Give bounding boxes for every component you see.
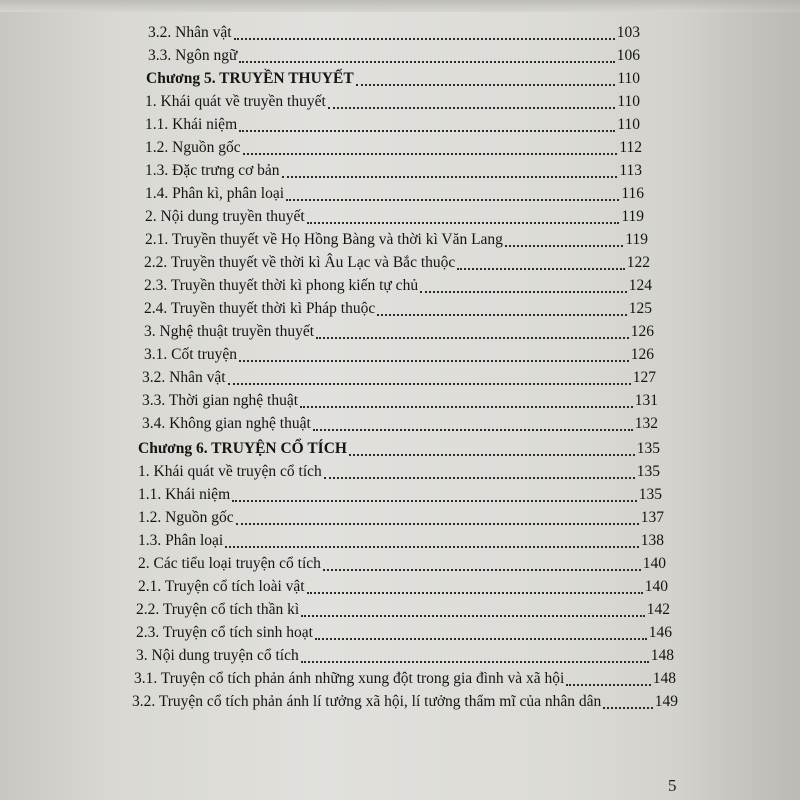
toc-row bbox=[136, 624, 672, 646]
toc-entry-label: 3.4. Không gian nghệ thuật bbox=[142, 415, 311, 432]
toc-leader-dots bbox=[300, 406, 633, 408]
toc-leader-dots bbox=[301, 661, 649, 663]
toc-chapter-row bbox=[146, 70, 640, 92]
toc-leader-dots bbox=[323, 569, 641, 571]
toc-entry-page: 127 bbox=[632, 369, 656, 386]
toc-entry-page: 106 bbox=[616, 47, 640, 64]
toc-entry-label: 1.1. Khái niệm bbox=[145, 116, 238, 133]
toc-leader-dots bbox=[286, 199, 619, 201]
toc-row bbox=[144, 277, 652, 299]
toc-entry-page: 135 bbox=[636, 440, 660, 457]
toc-entry-label: Chương 5. TRUYỀN THUYẾT bbox=[146, 70, 354, 87]
toc-entry-label: 2. Nội dung truyền thuyết bbox=[145, 208, 305, 225]
toc-row bbox=[138, 578, 668, 600]
toc-entry-label: 3. Nghệ thuật truyền thuyết bbox=[144, 323, 315, 340]
toc-leader-dots bbox=[236, 523, 639, 525]
toc-leader-dots bbox=[328, 107, 615, 109]
toc-entry-page: 146 bbox=[648, 624, 672, 641]
toc-leader-dots bbox=[282, 176, 617, 178]
toc-entry-label: 3.2. Nhân vật bbox=[142, 369, 226, 386]
toc-entry-label: 1.4. Phân kì, phân loại bbox=[145, 185, 285, 202]
toc-leader-dots bbox=[315, 638, 647, 640]
toc-entry-page: 140 bbox=[642, 555, 666, 572]
page-number: 5 bbox=[668, 776, 677, 795]
toc-entry-label: 3.2. Nhân vật bbox=[148, 24, 232, 41]
toc-chapter-row bbox=[138, 440, 660, 462]
toc-entry-label: 3.3. Thời gian nghệ thuật bbox=[142, 392, 298, 409]
toc-entry-label: 1.2. Nguồn gốc bbox=[145, 139, 241, 156]
toc-leader-dots bbox=[239, 61, 615, 63]
toc-row bbox=[145, 116, 640, 138]
toc-entry-page: 119 bbox=[625, 231, 648, 248]
toc-entry-label: 2.3. Truyền thuyết thời kì phong kiến tự chủ bbox=[144, 277, 419, 294]
toc-leader-dots bbox=[603, 707, 653, 709]
toc-leader-dots bbox=[377, 314, 627, 316]
toc-row bbox=[148, 47, 640, 69]
toc-entry-page: 103 bbox=[616, 24, 640, 41]
toc-entry-label: 2.3. Truyện cổ tích sinh hoạt bbox=[136, 624, 313, 641]
toc-row bbox=[144, 254, 650, 276]
toc-row bbox=[134, 670, 676, 692]
toc-entry-label: Chương 6. TRUYỆN CỔ TÍCH bbox=[138, 440, 347, 457]
toc-row bbox=[138, 486, 662, 508]
toc-leader-dots bbox=[228, 383, 631, 385]
toc-entry-label: 2.2. Truyện cổ tích thần kì bbox=[136, 601, 300, 618]
toc-entry-page: 148 bbox=[650, 647, 674, 664]
toc-entry-label: 1.3. Phân loại bbox=[138, 532, 224, 549]
toc-leader-dots bbox=[349, 454, 635, 456]
toc-entry-page: 124 bbox=[628, 277, 652, 294]
toc-entry-label: 1.1. Khái niệm bbox=[138, 486, 231, 503]
toc-row bbox=[145, 162, 642, 184]
toc-row bbox=[145, 139, 642, 161]
toc-entry-page: 110 bbox=[617, 93, 640, 110]
toc-entry-page: 135 bbox=[636, 463, 660, 480]
toc-row bbox=[145, 93, 640, 115]
toc-entry-label: 3. Nội dung truyện cổ tích bbox=[136, 647, 299, 664]
toc-entry-label: 1. Khái quát về truyện cổ tích bbox=[138, 463, 322, 480]
toc-entry-label: 2.1. Truyền thuyết về Họ Hồng Bàng và thời kì Văn Lang bbox=[145, 231, 503, 248]
toc-row bbox=[136, 647, 674, 669]
toc-entry-label: 1. Khái quát về truyền thuyết bbox=[145, 93, 326, 110]
toc-entry-label: 3.1. Cốt truyện bbox=[144, 346, 237, 363]
toc-row bbox=[142, 392, 658, 414]
toc-entry-label: 3.1. Truyện cổ tích phản ánh những xung đột trong gia đình và xã hội bbox=[134, 670, 565, 687]
toc-leader-dots bbox=[307, 592, 643, 594]
toc-leader-dots bbox=[566, 684, 651, 686]
toc-leader-dots bbox=[316, 337, 629, 339]
toc-leader-dots bbox=[301, 615, 645, 617]
toc-entry-page: 138 bbox=[640, 532, 664, 549]
toc-leader-dots bbox=[324, 477, 635, 479]
toc-row bbox=[144, 346, 654, 368]
toc-row bbox=[138, 555, 666, 577]
toc-entry-label: 2.1. Truyện cổ tích loài vật bbox=[138, 578, 305, 595]
toc-leader-dots bbox=[239, 130, 615, 132]
toc-entry-page: 125 bbox=[628, 300, 652, 317]
toc-entry-page: 126 bbox=[630, 346, 654, 363]
toc-entry-page: 110 bbox=[617, 70, 640, 87]
toc-leader-dots bbox=[356, 84, 615, 86]
toc-entry-label: 2.2. Truyền thuyết về thời kì Âu Lạc và Bắc thuộc bbox=[144, 254, 456, 271]
toc-leader-dots bbox=[225, 546, 639, 548]
toc-row bbox=[144, 323, 654, 345]
toc-entry-page: 122 bbox=[626, 254, 650, 271]
toc-leader-dots bbox=[232, 500, 637, 502]
toc-entry-page: 126 bbox=[630, 323, 654, 340]
toc-row bbox=[145, 185, 644, 207]
toc-entry-page: 142 bbox=[646, 601, 670, 618]
toc-entry-label: 3.2. Truyện cổ tích phản ánh lí tưởng xã hội, lí tưởng thẩm mĩ của nhân dân bbox=[132, 693, 602, 710]
toc-leader-dots bbox=[239, 360, 629, 362]
toc-row bbox=[142, 415, 658, 437]
toc-entry-page: 137 bbox=[640, 509, 664, 526]
toc-row bbox=[138, 509, 664, 531]
toc-entry-page: 131 bbox=[634, 392, 658, 409]
toc-row bbox=[145, 208, 644, 230]
toc-entry-label: 2. Các tiểu loại truyện cổ tích bbox=[138, 555, 321, 572]
toc-leader-dots bbox=[420, 291, 627, 293]
toc-leader-dots bbox=[307, 222, 619, 224]
toc-row bbox=[144, 300, 652, 322]
toc-leader-dots bbox=[505, 245, 623, 247]
toc-row bbox=[142, 369, 656, 391]
toc-entry-label: 1.2. Nguồn gốc bbox=[138, 509, 234, 526]
toc-leader-dots bbox=[243, 153, 617, 155]
toc-leader-dots bbox=[234, 38, 615, 40]
toc-entry-page: 140 bbox=[644, 578, 668, 595]
toc-entry-label: 3.3. Ngôn ngữ bbox=[148, 47, 238, 64]
toc-entry-page: 119 bbox=[621, 208, 644, 225]
toc-entry-page: 112 bbox=[619, 139, 642, 156]
toc-entry-page: 116 bbox=[621, 185, 644, 202]
toc-leader-dots bbox=[313, 429, 633, 431]
toc-row bbox=[148, 24, 640, 46]
toc-row bbox=[136, 601, 670, 623]
toc-entry-page: 110 bbox=[617, 116, 640, 133]
toc-entry-label: 1.3. Đặc trưng cơ bản bbox=[145, 162, 280, 179]
toc-entry-page: 148 bbox=[652, 670, 676, 687]
toc-entry-page: 113 bbox=[619, 162, 642, 179]
toc-row bbox=[132, 693, 678, 715]
toc-row bbox=[138, 532, 664, 554]
toc-entry-page: 135 bbox=[638, 486, 662, 503]
toc-row bbox=[138, 463, 660, 485]
toc-leader-dots bbox=[457, 268, 625, 270]
toc-entry-page: 149 bbox=[654, 693, 678, 710]
toc-entry-label: 2.4. Truyền thuyết thời kì Pháp thuộc bbox=[144, 300, 376, 317]
toc-row bbox=[145, 231, 648, 253]
toc-entry-page: 132 bbox=[634, 415, 658, 432]
